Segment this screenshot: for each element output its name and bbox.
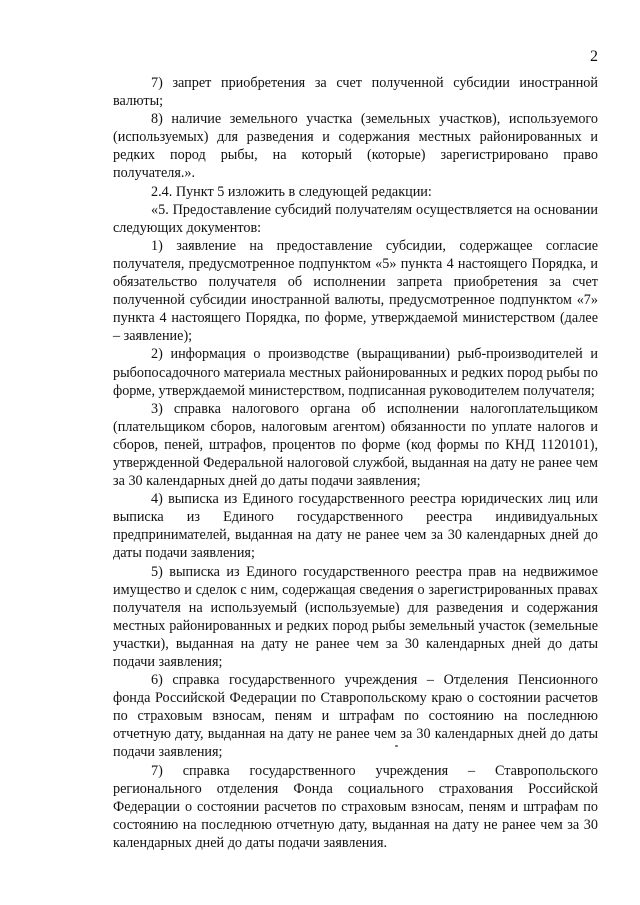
paragraph-point-5-intro: «5. Предоставление субсидий получателям осуществляется на основании следующих документов: xyxy=(113,201,598,236)
paragraph-document-3: 3) справка налогового органа об исполнении налогоплательщиком (плательщиком сборов, налоговым агентом) обязанности по уплате налогов и сборов, пеней, штрафов, процентов по форме (код формы по КНД 1120101), утвержденной Федеральной налоговой службой, выданная на дату не ранее чем за 30 календарных дней до даты подачи заявления; xyxy=(113,400,598,490)
paragraph-document-5: 5) выписка из Единого государственного реестра прав на недвижимое имущество и сделок с ним, содержащая сведения о зарегистрированных правах получателя на используемый (используемые) для разведения и содержания местных районированных и редких пород рыбы земельный участок (земельные участки), выданная на дату не ранее чем за 30 календарных дней до даты подачи заявления; xyxy=(113,563,598,670)
paragraph-item-8: 8) наличие земельного участка (земельных участков), используемого (используемых) для разведения и содержания местных районированных и редких пород рыбы, на который (которые) зарегистрировано право получателя.». xyxy=(113,111,598,182)
document-body xyxy=(113,74,598,852)
paragraph-document-7: 7) справка государственного учреждения – Ставропольского регионального отделения Фонда социального страхования Российской Федерации о состоянии расчетов по страховым взносам, пеням и штрафам по состоянию на последнюю отчетную дату, выданная на дату не ранее чем за 30 календарных дней до даты подачи заявления. xyxy=(113,762,598,851)
scan-speck xyxy=(395,745,398,747)
paragraph-document-6: 6) справка государственного учреждения – Отделения Пенсионного фонда Российской Федерации по Ставропольскому краю о состоянии расчетов по страховым взносам, пеням и штрафам по состоянию на последнюю отчетную дату, выданная на дату не ранее чем за 30 календарных дней до даты подачи заявления; xyxy=(113,672,598,761)
paragraph-document-4: 4) выписка из Единого государственного реестра юридических лиц или выписка из Единого государственного реестра индивидуальных предпринимателей, выданная на дату не ранее чем за 30 календарных дней до даты подачи заявления; xyxy=(113,491,598,562)
paragraph-document-2: 2) информация о производстве (выращивании) рыб-производителей и рыбопосадочного материала местных районированных и редких пород рыбы по форме, утверждаемой министерством, подписанная руководителем получателя; xyxy=(113,346,598,399)
paragraph-document-1: 1) заявление на предоставление субсидии, содержащее согласие получателя, предусмотренное подпунктом «5» пункта 4 настоящего Порядка, и обязательство получателя об исполнении запрета приобретения за счет полученной субсидии иностранной валюты, предусмотренное подпунктом «7» пункта 4 настоящего Порядка, по форме, утверждаемой министерством (далее – заявление); xyxy=(113,237,598,345)
paragraph-amendment-2-4: 2.4. Пункт 5 изложить в следующей редакции: xyxy=(151,183,432,200)
page-number: 2 xyxy=(590,48,598,65)
paragraph-item-7: 7) запрет приобретения за счет полученной субсидии иностранной валюты; xyxy=(113,75,598,110)
